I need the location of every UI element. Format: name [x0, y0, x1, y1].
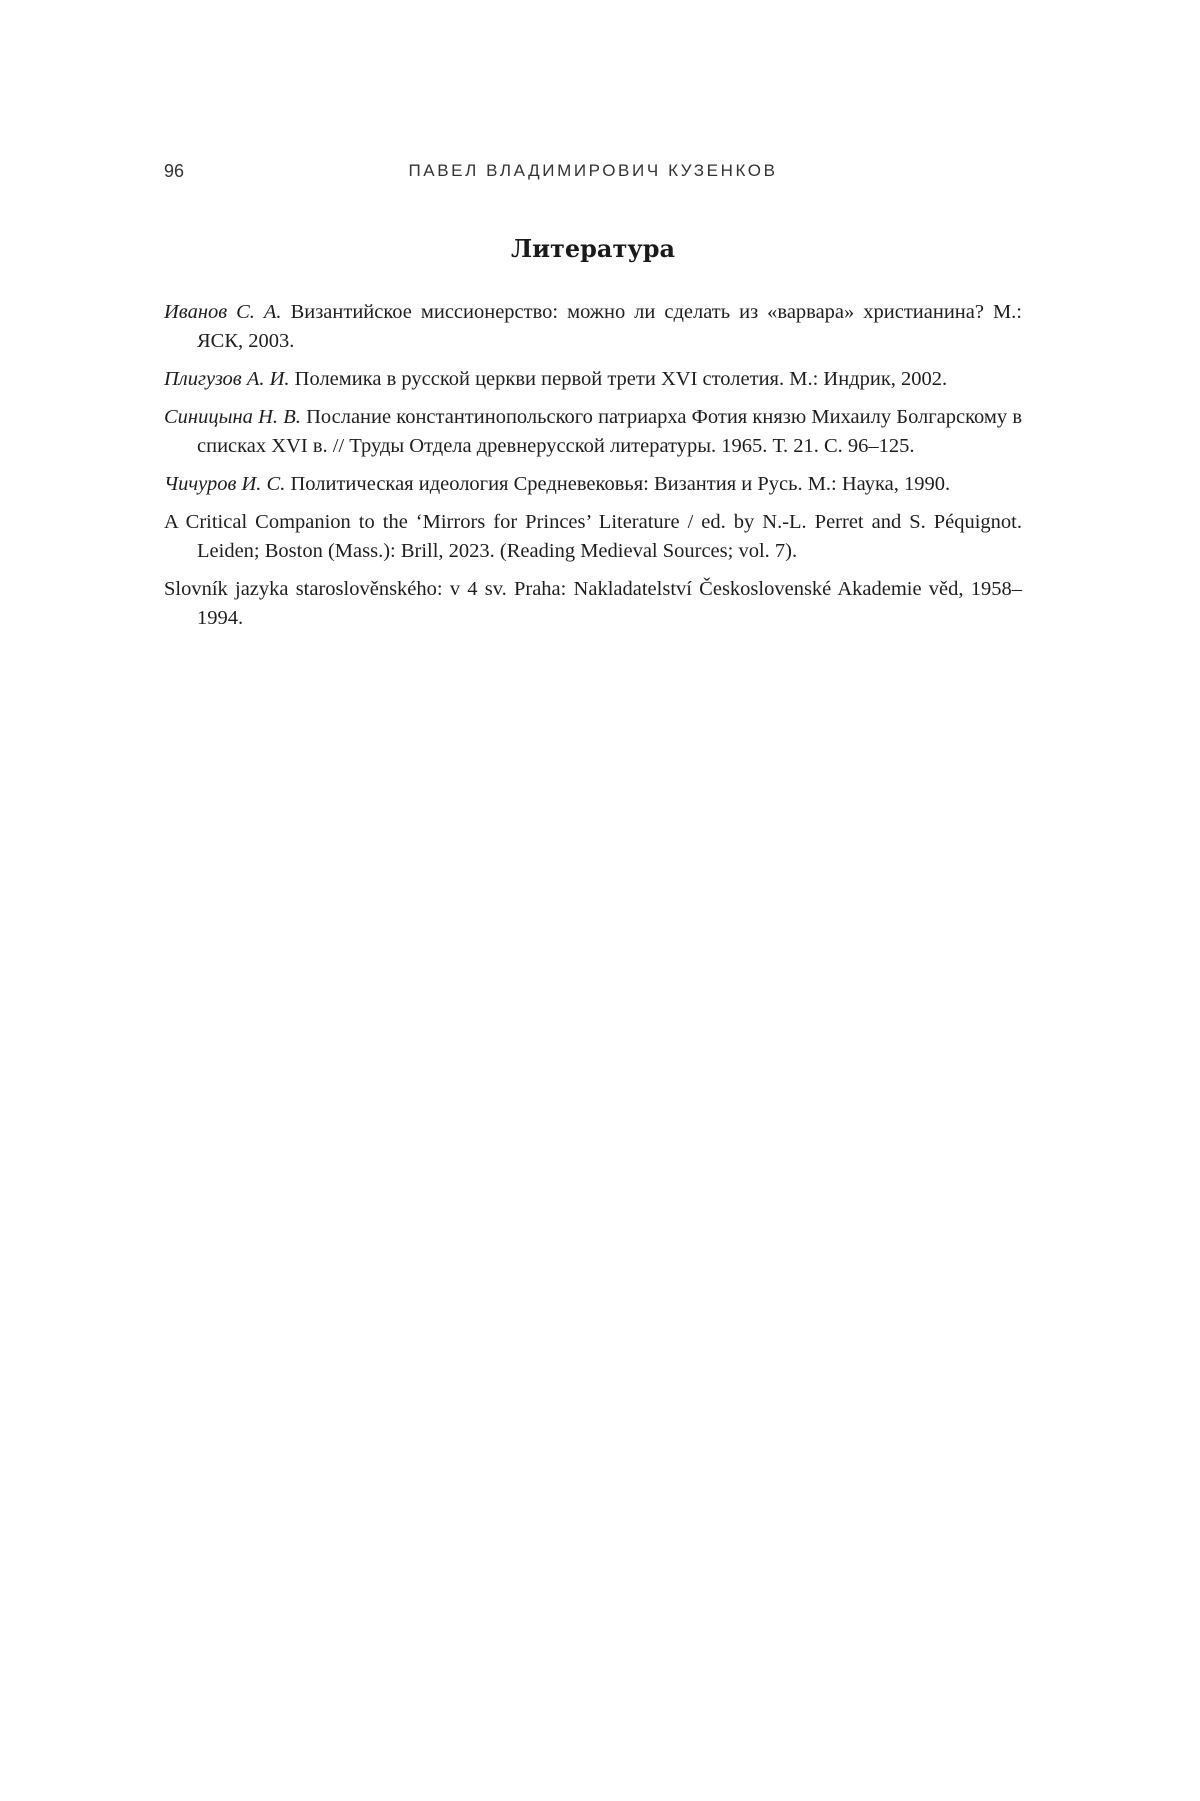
bibliography-text: Византийское миссионерство: можно ли сделать из «варвара» христианина? М.: ЯСК, 2003.: [197, 301, 1023, 352]
running-head: ПАВЕЛ ВЛАДИМИРОВИЧ КУЗЕНКОВ: [408, 161, 778, 180]
bibliography-text: Послание константинопольского патриарха Фотия князю Михаилу Болгарскому в списках XVI в. // Труды Отдела древнерусской литературы. 1965. Т. 21. С. 96–125.: [197, 406, 1023, 457]
bibliography-list: [164, 298, 1022, 642]
bibliography-text: A Critical Companion to the ‘Mirrors for Princes’ Literature / ed. by N.-L. Perret and S. Péquignot. Leiden; Boston (Mass.): Brill, 2023. (Reading Medieval Sources; vol. 7).: [164, 511, 1022, 562]
bibliography-entry: [164, 575, 1022, 633]
bibliography-text: Slovník jazyka staroslověnského: v 4 sv. Praha: Nakladatelství Československé Akademie věd, 1958–1994.: [164, 578, 1022, 629]
bibliography-entry: [164, 298, 1022, 356]
section-title: Литература: [510, 234, 676, 263]
bibliography-author: Плигузов А. И.: [164, 368, 290, 390]
bibliography-author: Иванов С. А.: [164, 301, 282, 323]
bibliography-text: Политическая идеология Средневековья: Византия и Русь. М.: Наука, 1990.: [290, 473, 951, 495]
bibliography-entry: [164, 470, 1022, 499]
bibliography-author: Чичуров И. С.: [164, 473, 286, 495]
bibliography-entry: [164, 508, 1022, 566]
bibliography-text: Полемика в русской церкви первой трети XVI столетия. М.: Индрик, 2002.: [294, 368, 948, 390]
bibliography-entry: [164, 403, 1022, 461]
bibliography-author: Синицына Н. В.: [164, 406, 301, 428]
bibliography-entry: [164, 365, 1022, 394]
page-number: 96: [164, 161, 185, 181]
